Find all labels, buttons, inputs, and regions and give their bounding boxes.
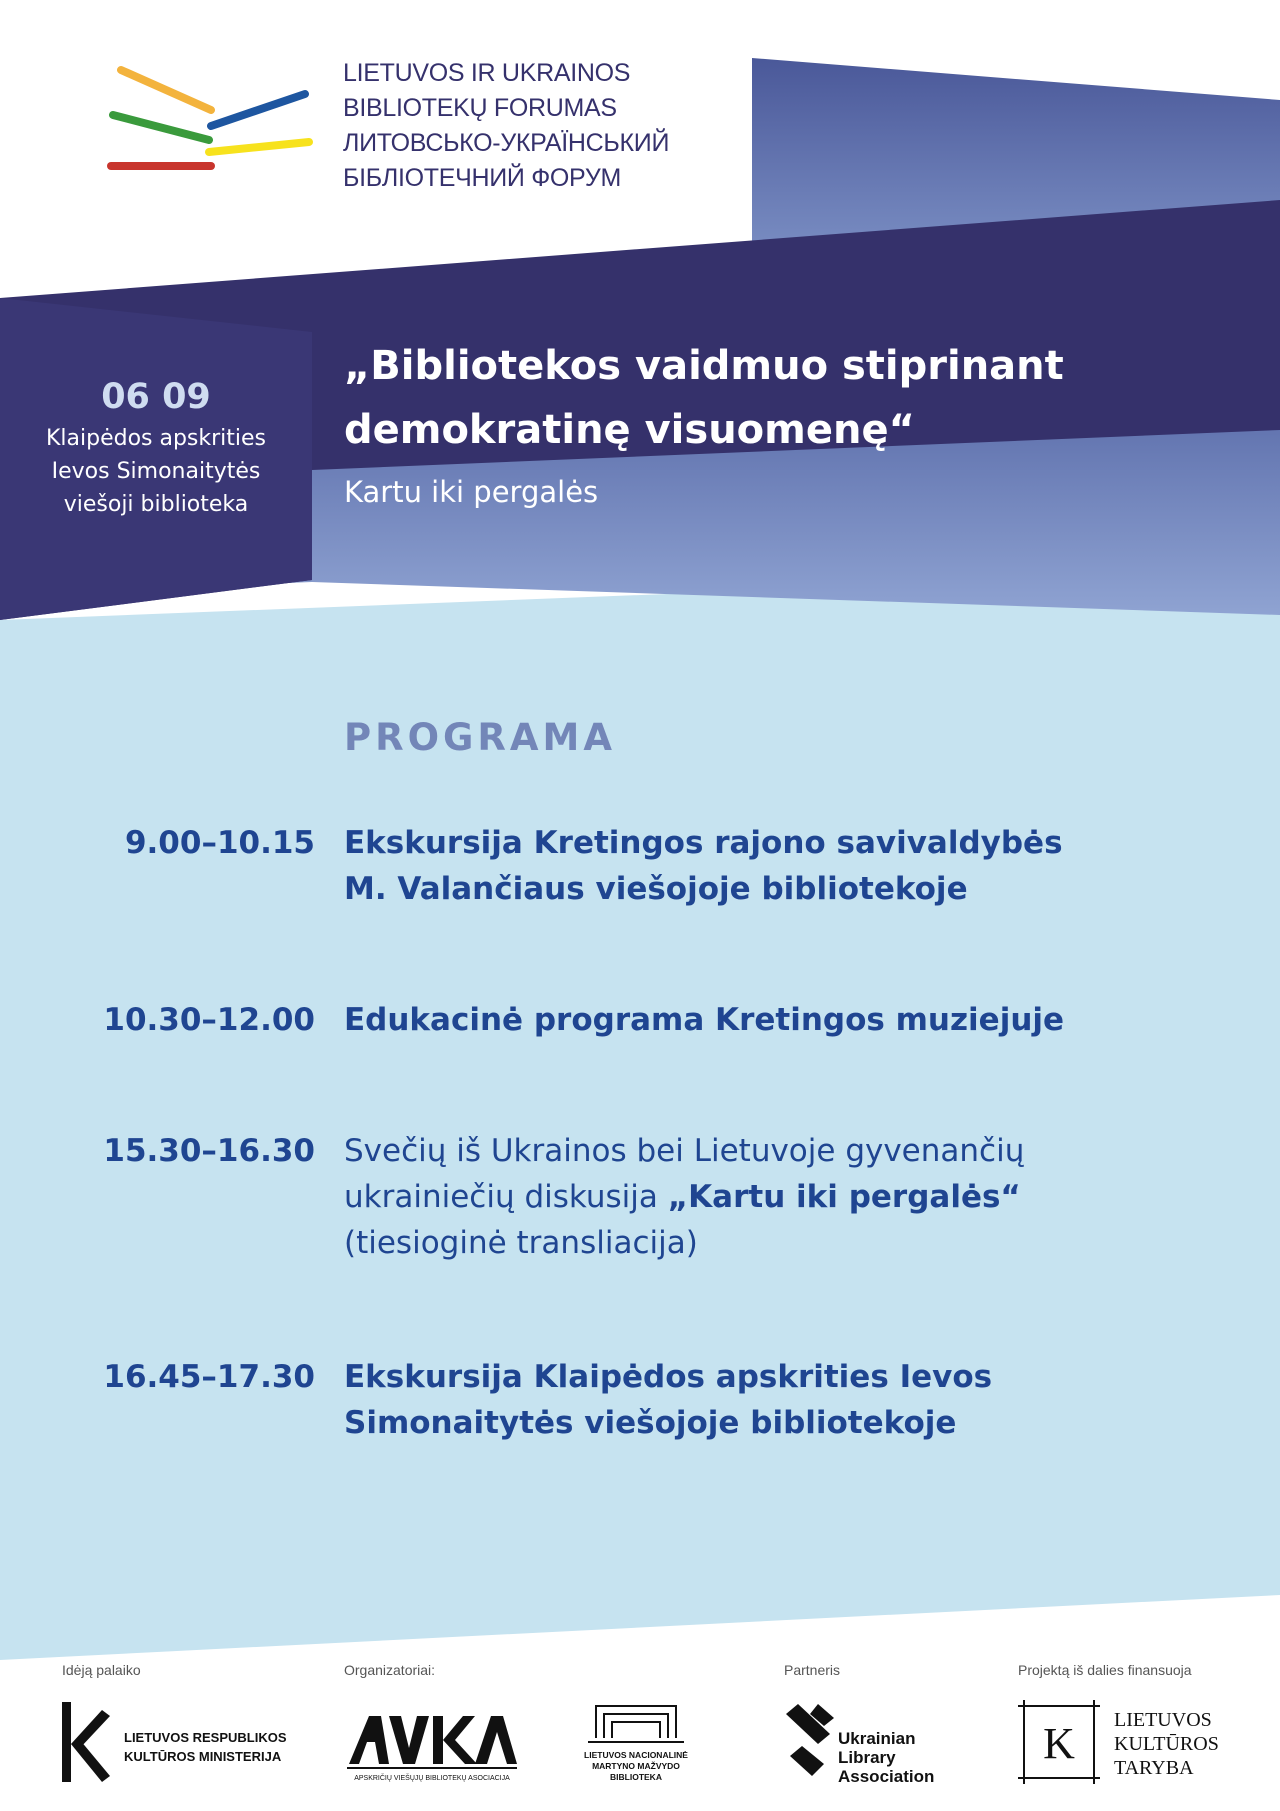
avba-logo bbox=[345, 1702, 520, 1784]
program-time: 15.30–16.30 bbox=[103, 1133, 315, 1169]
lnb-line: MARTYNO MAŽVYDO bbox=[592, 1761, 680, 1771]
event-title bbox=[344, 334, 1064, 462]
event-subtitle: Kartu iki pergalės bbox=[344, 475, 599, 509]
title-line: demokratinę visuomenę“ bbox=[344, 407, 915, 453]
ula-line: Library bbox=[838, 1748, 896, 1767]
description-text: ukrainiečių diskusija bbox=[344, 1179, 668, 1215]
lnb-line: LIETUVOS NACIONALINĖ bbox=[584, 1750, 688, 1760]
ula-line: Ukrainian bbox=[838, 1729, 916, 1748]
logo-line: LIETUVOS IR UKRAINOS bbox=[343, 59, 631, 87]
program-heading: PROGRAMA bbox=[344, 716, 617, 759]
council-line: TARYBA bbox=[1114, 1757, 1194, 1779]
library-building-icon bbox=[588, 1706, 684, 1742]
ukrainian-library-association-logo bbox=[784, 1700, 944, 1786]
funded-label: Projektą iš dalies finansuoja bbox=[1018, 1662, 1192, 1678]
ministry-line: LIETUVOS RESPUBLIKOS bbox=[124, 1730, 287, 1745]
description-line: Svečių iš Ukrainos bei Lietuvoje gyvenančių bbox=[344, 1133, 1025, 1169]
program-time: 9.00–10.15 bbox=[124, 825, 315, 861]
light-blue-panel bbox=[0, 570, 1280, 1660]
description-line: (tiesioginė transliacija) bbox=[344, 1225, 698, 1261]
description-line: Ekskursija Klaipėdos apskrities Ievos bbox=[344, 1359, 993, 1395]
place-line: Ievos Simonaitytės bbox=[51, 459, 261, 484]
organizers-label: Organizatoriai: bbox=[344, 1662, 436, 1678]
program-description bbox=[344, 1354, 1224, 1446]
supported-label: Idėją palaiko bbox=[62, 1662, 141, 1678]
description-line: Simonaitytės viešojoje bibliotekoje bbox=[344, 1405, 957, 1441]
description-line: Edukacinė programa Kretingos muziejuje bbox=[344, 1002, 1065, 1038]
forum-logo-icon bbox=[105, 60, 320, 180]
council-line: LIETUVOS bbox=[1114, 1709, 1212, 1731]
program-description bbox=[344, 820, 1224, 912]
place-line: viešoji biblioteka bbox=[63, 492, 249, 517]
description-line: Ekskursija Kretingos rajono savivaldybės bbox=[344, 825, 1063, 861]
event-date: 06 09 bbox=[101, 377, 211, 417]
ula-line: Association bbox=[838, 1767, 935, 1786]
logo-line: БІБЛІОТЕЧНИЙ ФОРУМ bbox=[343, 164, 621, 192]
ministry-line: KULTŪROS MINISTERIJA bbox=[124, 1749, 282, 1764]
description-line bbox=[344, 1174, 1224, 1220]
program-time: 16.45–17.30 bbox=[103, 1359, 315, 1395]
national-library-logo bbox=[568, 1696, 704, 1786]
discussion-title: „Kartu iki pergalės“ bbox=[667, 1179, 1021, 1215]
avba-letters-icon bbox=[347, 1716, 517, 1768]
council-line: KULTŪROS bbox=[1114, 1733, 1219, 1755]
logo-line: BIBLIOTEKŲ FORUMAS bbox=[343, 94, 617, 122]
logo-line: ЛИТОВСЬКО-УКРАЇНСЬКИЙ bbox=[343, 129, 670, 157]
culture-ministry-logo bbox=[58, 1700, 287, 1784]
program-description bbox=[344, 1128, 1224, 1266]
forum-logo-text bbox=[343, 56, 669, 196]
event-place bbox=[0, 422, 312, 521]
partner-label: Partneris bbox=[784, 1662, 841, 1678]
ministry-k-icon bbox=[62, 1702, 110, 1782]
ula-mark-icon bbox=[786, 1704, 834, 1776]
program-time: 10.30–12.00 bbox=[103, 1002, 315, 1038]
lnb-line: BIBLIOTEKA bbox=[610, 1772, 662, 1782]
program-description bbox=[344, 997, 1224, 1043]
place-line: Klaipėdos apskrities bbox=[45, 426, 267, 451]
description-line: M. Valančiaus viešojoje bibliotekoje bbox=[344, 871, 968, 907]
culture-council-logo bbox=[1018, 1700, 1228, 1784]
event-date-place bbox=[0, 374, 312, 521]
council-letter: K bbox=[1043, 1719, 1075, 1768]
avba-caption: APSKRIČIŲ VIEŠŲJŲ BIBLIOTEKŲ ASOCIACIJA bbox=[354, 1775, 510, 1782]
title-line: „Bibliotekos vaidmuo stiprinant bbox=[344, 343, 1064, 389]
